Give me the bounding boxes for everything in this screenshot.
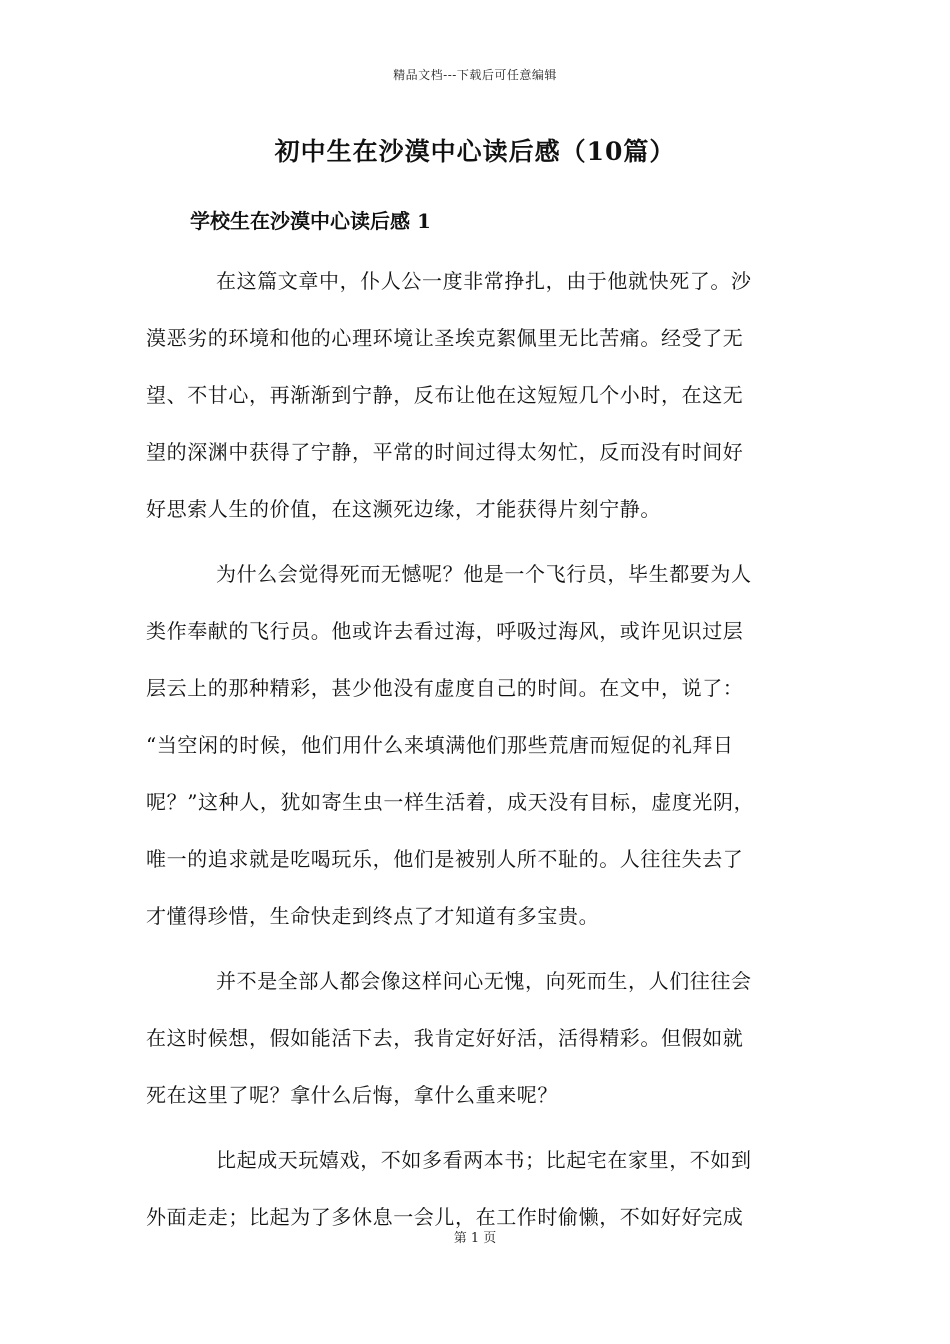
- paragraph-line: 在这篇文章中，仆人公一度非常挣扎，由于他就快死了。沙: [216, 269, 752, 293]
- section-heading: 学校生在沙漠中心读后感 1: [190, 209, 431, 233]
- paragraph-line: 好思索人生的价值，在这濒死边缘，才能获得片刻宁静。: [146, 497, 661, 521]
- paragraph-line: 比起成天玩嬉戏，不如多看两本书；比起宅在家里，不如到: [216, 1148, 752, 1172]
- paragraph-line: 呢？”这种人，犹如寄生虫一样生活着，成天没有目标，虚度光阴，: [146, 790, 755, 814]
- paragraph-line: 类作奉献的飞行员。他或许去看过海，呼吸过海风，或许见识过层: [146, 619, 744, 643]
- paragraph-line: 并不是全部人都会像这样问心无愧，向死而生，人们往往会: [216, 969, 752, 993]
- page-number: 第 1 页: [453, 1231, 497, 1246]
- paragraph-line: 为什么会觉得死而无憾呢？他是一个飞行员，毕生都要为人: [216, 562, 752, 586]
- paragraph-line: 死在这里了呢？拿什么后悔，拿什么重来呢？: [146, 1083, 558, 1107]
- paragraph-line: 望、不甘心，再渐渐到宁静，反布让他在这短短几个小时，在这无: [146, 383, 744, 407]
- document-body: [146, 253, 808, 1254]
- paragraph-line: 外面走走；比起为了多休息一会儿，在工作时偷懒，不如好好完成: [146, 1205, 744, 1229]
- paragraph-line: 在这时候想，假如能活下去，我肯定好好活，活得精彩。但假如就: [146, 1026, 744, 1050]
- paragraph-line: 层云上的那种精彩，甚少他没有虚度自己的时间。在文中，说了：: [146, 676, 744, 700]
- paragraph-1: [146, 253, 808, 538]
- paragraph-line: 才懂得珍惜，生命快走到终点了才知道有多宝贵。: [146, 904, 600, 928]
- paragraph-line: “当空闲的时候，他们用什么来填满他们那些荒唐而短促的礼拜日: [146, 733, 734, 757]
- paragraph-line: 唯一的追求就是吃喝玩乐，他们是被别人所不耻的。人往往失去了: [146, 847, 744, 871]
- header-note: 精品文档---下载后可任意编辑: [393, 68, 557, 82]
- paragraph-2: [146, 546, 808, 945]
- document-title: 初中生在沙漠中心读后感（10篇）: [274, 137, 676, 166]
- paragraph-line: 望的深渊中获得了宁静，平常的时间过得太匆忙，反而没有时间好: [146, 440, 744, 464]
- paragraph-line: 漠恶劣的环境和他的心理环境让圣埃克絮佩里无比苦痛。经受了无: [146, 326, 744, 350]
- paragraph-3: [146, 953, 808, 1124]
